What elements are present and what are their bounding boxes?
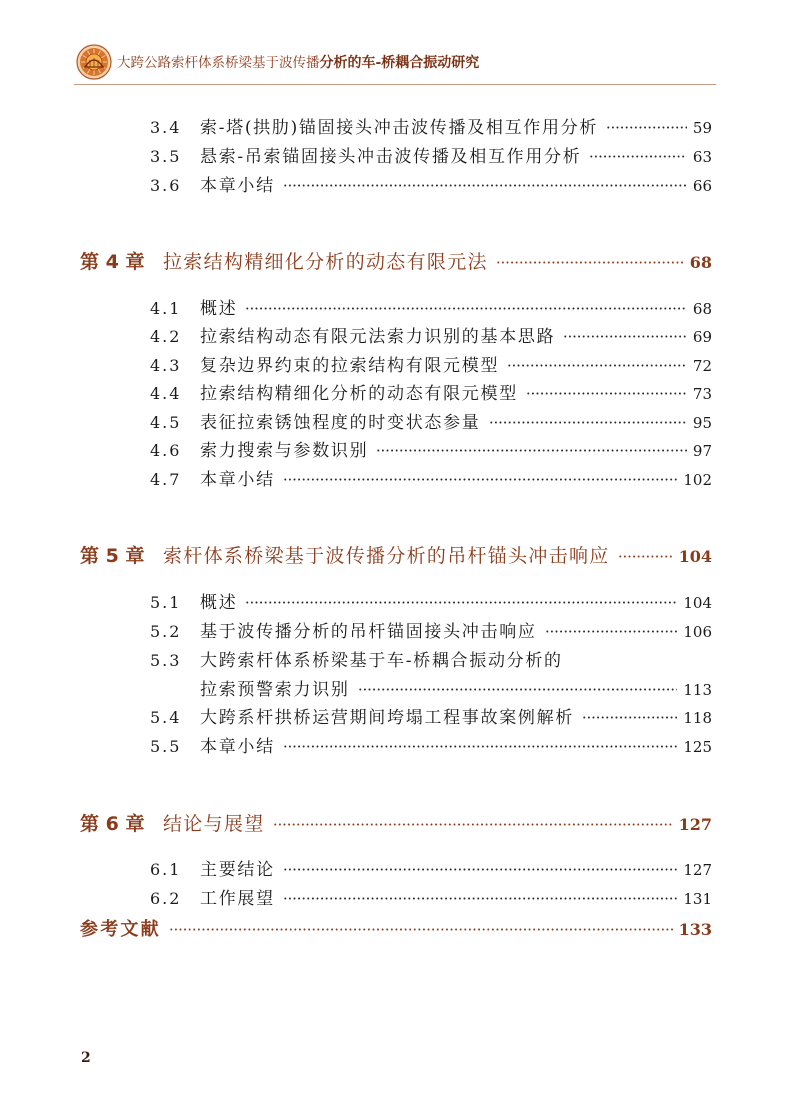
toc-entry-3-4 xyxy=(150,117,712,139)
section-number: 4.3 xyxy=(150,356,182,375)
page-number: 63 xyxy=(692,148,712,166)
section-number: 3.6 xyxy=(150,176,182,195)
folio-page-number: 2 xyxy=(81,1050,91,1066)
dot-leader xyxy=(563,335,687,338)
section-title: 索力搜索与参数识别 xyxy=(200,441,369,461)
dot-leader xyxy=(283,745,678,748)
section-title-line-1: 大跨索杆体系桥梁基于车-桥耦合振动分析的 xyxy=(200,651,563,671)
chapter-label: 第 5 章 xyxy=(80,545,145,567)
book-title xyxy=(117,52,479,72)
dot-leader xyxy=(358,688,678,691)
dot-leader xyxy=(376,449,687,452)
toc-entry-6-1 xyxy=(150,859,712,881)
section-number: 5.2 xyxy=(150,622,182,641)
page-number: 106 xyxy=(683,623,712,641)
section-title: 概述 xyxy=(200,593,238,613)
dot-leader xyxy=(507,364,687,367)
section-number: 4.7 xyxy=(150,470,182,489)
section-number: 5.1 xyxy=(150,593,182,612)
page-number: 72 xyxy=(692,357,712,375)
dot-leader xyxy=(169,928,673,931)
dot-leader xyxy=(245,307,687,310)
section-title: 工作展望 xyxy=(200,889,275,909)
section-number: 4.1 xyxy=(150,299,182,318)
section-title-line-2: 拉索预警索力识别 xyxy=(200,680,350,700)
page-number: 97 xyxy=(692,442,712,460)
dot-leader xyxy=(496,261,684,264)
toc-entry-5-3 xyxy=(150,650,712,672)
chapter-title: 拉索结构精细化分析的动态有限元法 xyxy=(163,251,488,273)
toc-entry-4-1 xyxy=(150,298,712,320)
toc-chapter-6 xyxy=(80,811,712,837)
toc-entry-5-5 xyxy=(150,736,712,758)
page-number: 68 xyxy=(692,300,712,318)
page-number: 131 xyxy=(683,890,712,908)
section-number: 6.1 xyxy=(150,860,182,879)
dot-leader xyxy=(545,630,678,633)
page-number: 102 xyxy=(683,471,712,489)
toc-entry-4-3 xyxy=(150,355,712,377)
toc-entry-4-2 xyxy=(150,326,712,348)
page-number: 125 xyxy=(683,738,712,756)
toc-entry-5-1 xyxy=(150,592,712,614)
book-title-regular: 大跨公路索杆体系桥梁基于波传播 xyxy=(117,55,320,71)
section-number: 5.4 xyxy=(150,708,182,727)
toc-entry-5-3-continued xyxy=(200,679,712,701)
section-title: 本章小结 xyxy=(200,737,275,757)
chapter-label: 第 4 章 xyxy=(80,251,145,273)
section-number: 4.2 xyxy=(150,327,182,346)
toc-entry-5-2 xyxy=(150,621,712,643)
section-number: 3.4 xyxy=(150,118,182,137)
dot-leader xyxy=(245,601,677,604)
section-title: 本章小结 xyxy=(200,470,275,490)
dot-leader xyxy=(273,823,673,826)
page-number: 68 xyxy=(689,253,712,272)
section-title: 概述 xyxy=(200,299,238,319)
dot-leader xyxy=(526,392,687,395)
section-number: 5.5 xyxy=(150,737,182,756)
page-number: 66 xyxy=(692,177,712,195)
section-number: 3.5 xyxy=(150,147,182,166)
section-title: 拉索结构动态有限元法索力识别的基本思路 xyxy=(200,327,556,347)
toc-entry-6-2 xyxy=(150,888,712,910)
toc-entry-4-5 xyxy=(150,412,712,434)
section-title: 主要结论 xyxy=(200,860,275,880)
page-number: 127 xyxy=(678,815,712,834)
dot-leader xyxy=(582,716,677,719)
dot-leader xyxy=(283,868,678,871)
page-number: 133 xyxy=(678,920,712,939)
bridge-emblem-icon xyxy=(76,44,112,80)
page-number: 104 xyxy=(683,594,712,612)
section-title: 拉索结构精细化分析的动态有限元模型 xyxy=(200,384,518,404)
toc-references xyxy=(80,917,712,943)
section-title: 复杂边界约束的拉索结构有限元模型 xyxy=(200,356,500,376)
book-title-script: 分析的车-桥耦合振动研究 xyxy=(319,55,480,71)
dot-leader xyxy=(283,184,687,187)
section-number: 5.3 xyxy=(150,651,182,670)
section-title: 悬索-吊索锚固接头冲击波传播及相互作用分析 xyxy=(200,147,582,167)
page-number: 95 xyxy=(692,414,712,432)
dot-leader xyxy=(618,555,673,558)
section-title: 大跨系杆拱桥运营期间垮塌工程事故案例解析 xyxy=(200,708,574,728)
toc-entry-3-5 xyxy=(150,146,712,168)
page-number: 69 xyxy=(692,328,712,346)
chapter-title: 结论与展望 xyxy=(163,813,265,835)
page-number: 104 xyxy=(678,547,712,566)
page-number: 113 xyxy=(683,681,712,699)
dot-leader xyxy=(489,421,687,424)
dot-leader xyxy=(283,478,678,481)
toc-chapter-5 xyxy=(80,543,712,569)
dot-leader xyxy=(606,126,687,129)
section-title: 本章小结 xyxy=(200,176,275,196)
section-number: 4.4 xyxy=(150,384,182,403)
section-title: 索-塔(拱肋)锚固接头冲击波传播及相互作用分析 xyxy=(200,118,599,138)
toc-chapter-4 xyxy=(80,249,712,275)
running-header xyxy=(0,0,790,90)
chapter-title: 索杆体系桥梁基于波传播分析的吊杆锚头冲击响应 xyxy=(163,545,610,567)
chapter-label: 第 6 章 xyxy=(80,813,145,835)
toc-entry-3-6 xyxy=(150,175,712,197)
dot-leader xyxy=(283,897,678,900)
section-number: 4.5 xyxy=(150,413,182,432)
dot-leader xyxy=(589,155,686,158)
page-number: 127 xyxy=(683,861,712,879)
header-rule xyxy=(74,84,716,85)
toc-entry-4-4 xyxy=(150,383,712,405)
section-title: 表征拉索锈蚀程度的时变状态参量 xyxy=(200,413,481,433)
page-number: 73 xyxy=(692,385,712,403)
section-title: 基于波传播分析的吊杆锚固接头冲击响应 xyxy=(200,622,537,642)
toc-entry-4-6 xyxy=(150,440,712,462)
section-number: 6.2 xyxy=(150,889,182,908)
page-number: 59 xyxy=(692,119,712,137)
page-number: 118 xyxy=(683,709,712,727)
section-number: 4.6 xyxy=(150,441,182,460)
references-title: 参考文献 xyxy=(80,919,161,940)
toc-entry-4-7 xyxy=(150,469,712,491)
toc-entry-5-4 xyxy=(150,707,712,729)
